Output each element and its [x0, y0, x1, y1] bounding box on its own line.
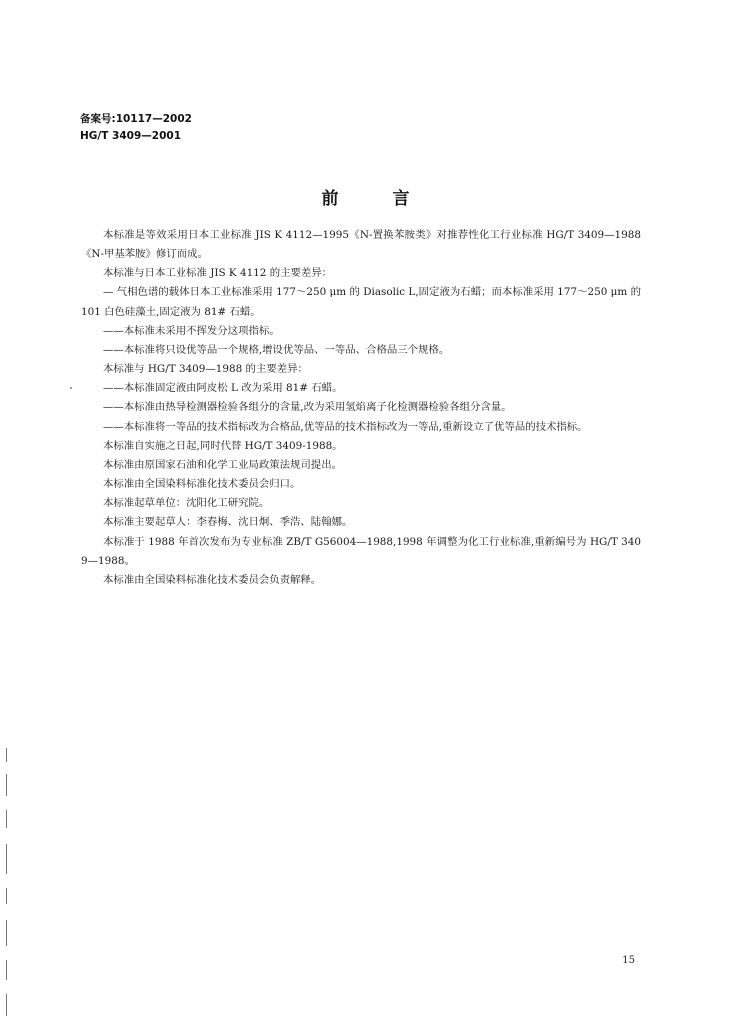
margin-mark [6, 774, 7, 796]
paragraph-drafters: 本标准主要起草人：李春梅、沈日炯、季浩、陆翰娜。 [103, 516, 353, 529]
margin-mark [6, 748, 7, 762]
paragraph-proposed-by: 本标准由原国家石油和化学工业局政策法规司提出。 [103, 458, 342, 471]
paragraph-hg-diff-heading: 本标准与 HG/T 3409—1988 的主要差异： [103, 363, 308, 376]
margin-mark [6, 844, 7, 874]
paragraph-hg-diff-stationary: ——本标准固定液由阿皮松 L 改为采用 81# 石蜡。 [103, 382, 343, 395]
paragraph-history: 本标准于 1988 年首次发布为专业标准 ZB/T G56004—1988,1998 年调整为化工行业标准,重新编号为 HG/T 3409—1988。 [81, 535, 641, 567]
margin-mark [6, 960, 7, 980]
document-header [80, 111, 192, 145]
page-title: 前言 [321, 189, 464, 209]
paragraph-drafting-unit: 本标准起草单位：沈阳化工研究院。 [103, 497, 270, 510]
paragraph-hg-diff-detector: ——本标准由热导检测器检验各组分的含量,改为采用氢焰离子化检测器检验各组分含量。 [103, 401, 512, 414]
paragraph-centralized-by: 本标准由全国染料标准化技术委员会归口。 [103, 478, 301, 491]
paragraph-interpretation: 本标准由全国染料标准化技术委员会负责解释。 [103, 573, 322, 586]
margin-mark [6, 920, 7, 946]
paragraph-replaces: 本标准自实施之日起,同时代替 HG/T 3409-1988。 [103, 439, 343, 452]
margin-mark [6, 994, 7, 1016]
paragraph-jis-diff-carrier: — 气相色谱的载体日本工业标准采用 177～250 μm 的 Diasolic L,固定液为石蜡；而本标准采用 177～250 μm 的 101 白色硅藻土,固定液为 81# 石蜡。 [81, 286, 641, 318]
margin-mark [6, 810, 7, 828]
paragraph-intro: 本标准是等效采用日本工业标准 JIS K 4112—1995《N-置换苯胺类》对推荐性化工行业标准 HG/T 3409—1988《N-甲基苯胺》修订而成。 [81, 229, 641, 261]
standard-number: HG/T 3409—2001 [80, 130, 182, 142]
preface-body [81, 226, 641, 590]
scan-artifact-dot [70, 387, 72, 389]
page-number: 15 [622, 955, 635, 966]
scan-margin-marks [6, 748, 8, 1018]
paragraph-jis-diff-heading: 本标准与日本工业标准 JIS K 4112 的主要差异： [103, 267, 333, 280]
paragraph-jis-diff-nonvolatile: ——本标准未采用不挥发分这项指标。 [103, 324, 280, 337]
margin-mark [6, 888, 7, 904]
record-number: 备案号:10117—2002 [80, 113, 192, 125]
paragraph-jis-diff-grades: ——本标准将只设优等品一个规格,增设优等品、一等品、合格品三个规格。 [103, 343, 450, 356]
paragraph-hg-diff-grades: ——本标准将一等品的技术指标改为合格品,优等品的技术指标改为一等品,重新设立了优等品的技术指标。 [103, 420, 588, 433]
